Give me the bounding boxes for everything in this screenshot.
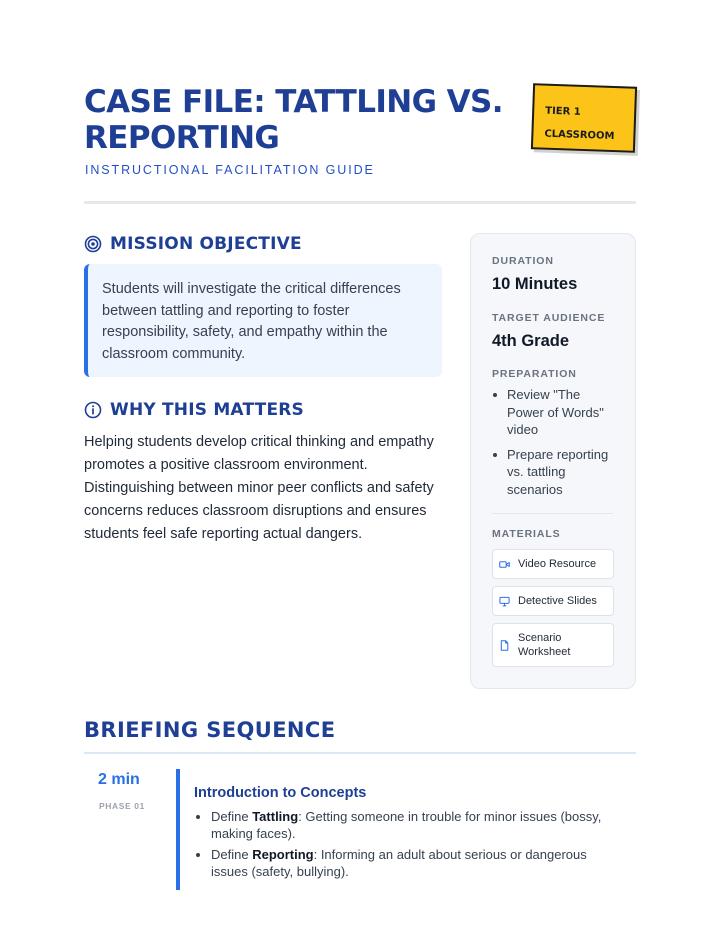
step-prefix: Define bbox=[211, 809, 253, 824]
mission-objective-box bbox=[84, 264, 442, 377]
preparation-item: Review "The Power of Words" video bbox=[492, 386, 617, 439]
tier-badge bbox=[531, 83, 637, 153]
materials-label: MATERIALS bbox=[492, 528, 561, 540]
why-text: Helping students develop critical thinking and empathy promotes a positive classroom environment. Distinguishing between minor peer conflicts and safety concerns reduces classroom disruptions and ensures students feel safe reporting actual dangers. bbox=[84, 434, 434, 542]
detective-slides-label: Detective Slides bbox=[518, 595, 597, 607]
step-definition: : Informing an adult about serious or dangerous issues (safety, bullying). bbox=[211, 847, 587, 879]
why-heading-text: WHY THIS MATTERS bbox=[110, 400, 305, 420]
phase-steps bbox=[194, 808, 624, 884]
mission-heading bbox=[84, 234, 302, 254]
target-icon bbox=[84, 235, 102, 253]
video-resource-label: Video Resource bbox=[518, 558, 597, 570]
why-heading bbox=[84, 400, 304, 420]
mission-heading-text: MISSION OBJECTIVE bbox=[110, 234, 302, 254]
phase-timeline-bar bbox=[176, 769, 180, 890]
preparation-list bbox=[492, 386, 617, 505]
phase-step bbox=[194, 846, 624, 880]
page-subtitle: INSTRUCTIONAL FACILITATION GUIDE bbox=[85, 163, 375, 177]
info-icon bbox=[84, 401, 102, 419]
preparation-item: Prepare reporting vs. tattling scenarios bbox=[492, 446, 617, 499]
phase-number: PHASE 01 bbox=[99, 801, 145, 811]
sidebar-divider bbox=[492, 513, 613, 514]
briefing-divider bbox=[84, 752, 636, 754]
tier-badge-line-2: CLASSROOM bbox=[544, 128, 615, 143]
scenario-worksheet-label: Scenario Worksheet bbox=[518, 632, 571, 658]
phase-duration: 2 min bbox=[98, 771, 140, 788]
header-divider bbox=[84, 201, 636, 204]
title-line-2: REPORTING bbox=[84, 120, 280, 156]
document-icon bbox=[499, 640, 510, 651]
step-term: Reporting bbox=[252, 847, 314, 862]
tier-badge-line-1: TIER 1 bbox=[545, 105, 581, 118]
audience-value: 4th Grade bbox=[492, 332, 570, 350]
details-sidebar bbox=[470, 233, 636, 689]
preparation-label: PREPARATION bbox=[492, 368, 577, 380]
briefing-heading: BRIEFING SEQUENCE bbox=[84, 718, 336, 742]
title-line-1: CASE FILE: TATTLING VS. bbox=[84, 84, 503, 120]
page-title bbox=[84, 84, 524, 156]
duration-value: 10 Minutes bbox=[492, 275, 578, 293]
phase-step bbox=[194, 808, 624, 842]
step-definition: : Getting someone in trouble for minor issues (bossy, making faces). bbox=[211, 809, 602, 841]
audience-label: TARGET AUDIENCE bbox=[492, 312, 606, 324]
step-prefix: Define bbox=[211, 847, 253, 862]
presentation-icon bbox=[499, 596, 510, 607]
video-icon bbox=[499, 559, 510, 570]
duration-label: DURATION bbox=[492, 255, 554, 267]
scenario-worksheet-button[interactable] bbox=[492, 623, 614, 667]
phase-title: Introduction to Concepts bbox=[194, 785, 367, 801]
video-resource-button[interactable] bbox=[492, 549, 614, 579]
detective-slides-button[interactable] bbox=[492, 586, 614, 616]
step-term: Tattling bbox=[252, 809, 299, 824]
mission-objective-text: Students will investigate the critical differences between tattling and reporting to foster responsibility, safety, and empathy within the classroom community. bbox=[102, 281, 401, 362]
